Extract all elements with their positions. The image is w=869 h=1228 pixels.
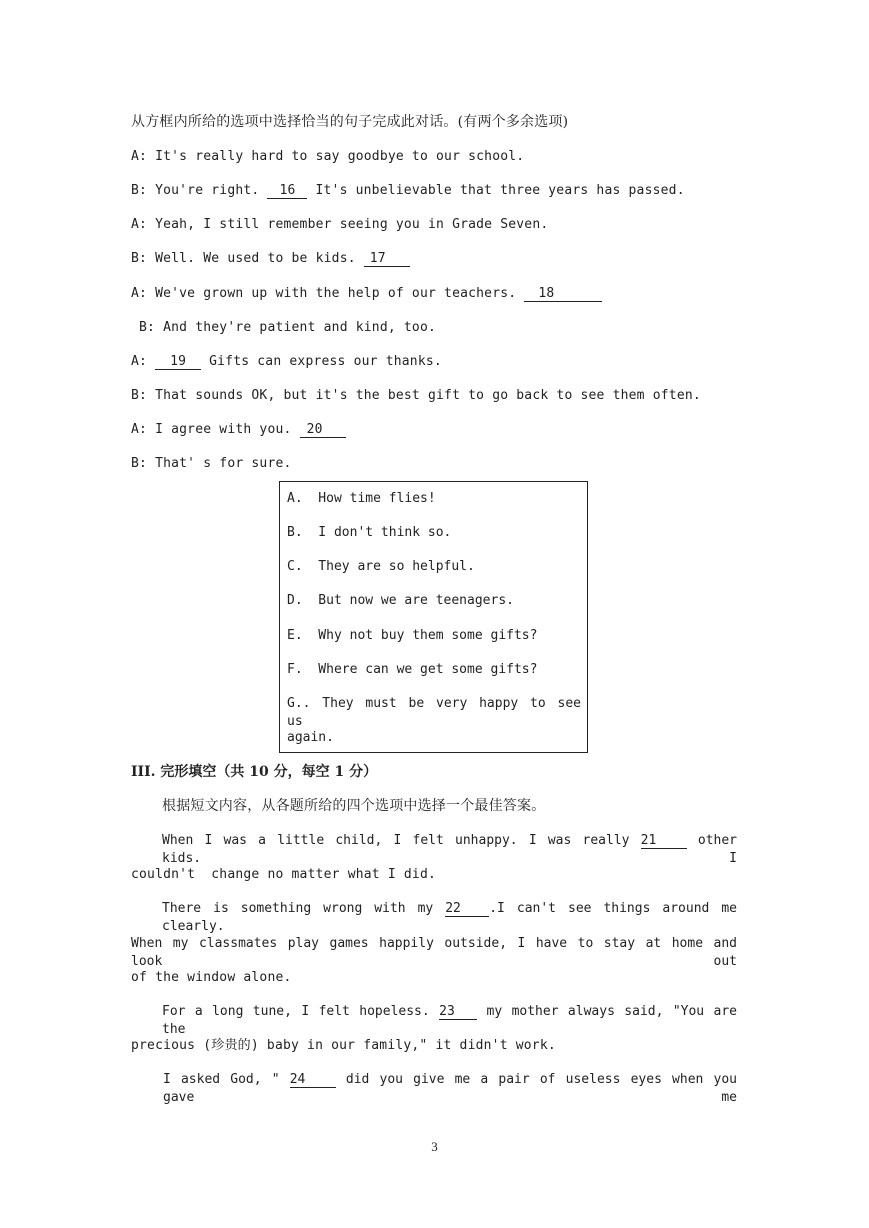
dialogue-line-6: B: And they're patient and kind, too. (131, 320, 437, 335)
blank-18: 18 (524, 286, 602, 302)
dialogue-instruction: 从方框内所给的选项中选择恰当的句子完成此对话。(有两个多余选项) (131, 114, 569, 130)
option-a: A. How time flies! (287, 491, 436, 506)
blank-23: 23 (439, 1004, 477, 1020)
blank-22: 22 (445, 901, 489, 917)
option-d: D. But now we are teenagers. (287, 593, 514, 608)
section-instruction: 根据短文内容，从各题所给的四个选项中选择一个最佳答案。 (162, 798, 546, 814)
page-number: 3 (431, 1139, 438, 1154)
dialogue-line-7: A: 19 Gifts can express our thanks. (131, 354, 442, 369)
option-f: F. Where can we get some gifts? (287, 662, 538, 677)
paragraph-3-line-2: precious (珍贵的) baby in our family," it didn't work. (131, 1038, 556, 1053)
dialogue-line-3: A: Yeah, I still remember seeing you in Grade Seven. (131, 217, 549, 232)
options-box (279, 481, 588, 753)
dialogue-line-4: B: Well. We used to be kids. 17 (131, 250, 410, 268)
blank-24: 24 (290, 1072, 336, 1088)
option-g: G.. They must be very happy to see us (287, 696, 581, 729)
dialogue-line-10: B: That' s for sure. (131, 456, 292, 471)
paragraph-4-line-1: I asked God, " 24 did you give me a pair of useless eyes when you gave me (163, 1072, 737, 1105)
paragraph-3-line-1: For a long tune, I felt hopeless. 23 my mother always said, "You are the (162, 1004, 738, 1037)
paragraph-1-line-1: When I was a little child, I felt unhappy. I was really 21 other kids. I (162, 833, 737, 866)
paragraph-2-line-1: There is something wrong with my 22 .I can't see things around me clearly. (162, 901, 737, 934)
option-b: B. I don't think so. (287, 525, 452, 540)
paragraph-2-line-2: When my classmates play games happily outside, I have to stay at home and look out (131, 936, 737, 969)
dialogue-line-5: A: We've grown up with the help of our teachers. 18 (131, 285, 602, 303)
dialogue-line-1: A: It's really hard to say goodbye to our school. (131, 149, 525, 164)
option-g-continued: again. (287, 730, 334, 745)
dialogue-line-8: B: That sounds OK, but it's the best gift to go back to see them often. (131, 388, 701, 403)
blank-17: 17 (364, 251, 410, 267)
dialogue-line-9: A: I agree with you. 20 (131, 421, 346, 439)
paragraph-2-line-3: of the window alone. (131, 970, 292, 985)
option-e: E. Why not buy them some gifts? (287, 628, 538, 643)
section-title: III. 完形填空（共 10 分，每空 1 分） (131, 764, 378, 780)
blank-21: 21 (641, 833, 687, 849)
blank-16: 16 (267, 183, 307, 199)
dialogue-line-2: B: You're right. 16 It's unbelievable that three years has passed. (131, 183, 685, 198)
blank-20: 20 (300, 422, 346, 438)
option-c: C. They are so helpful. (287, 559, 475, 574)
paragraph-1-line-2: couldn't change no matter what I did. (131, 867, 437, 882)
blank-19: 19 (155, 354, 201, 370)
